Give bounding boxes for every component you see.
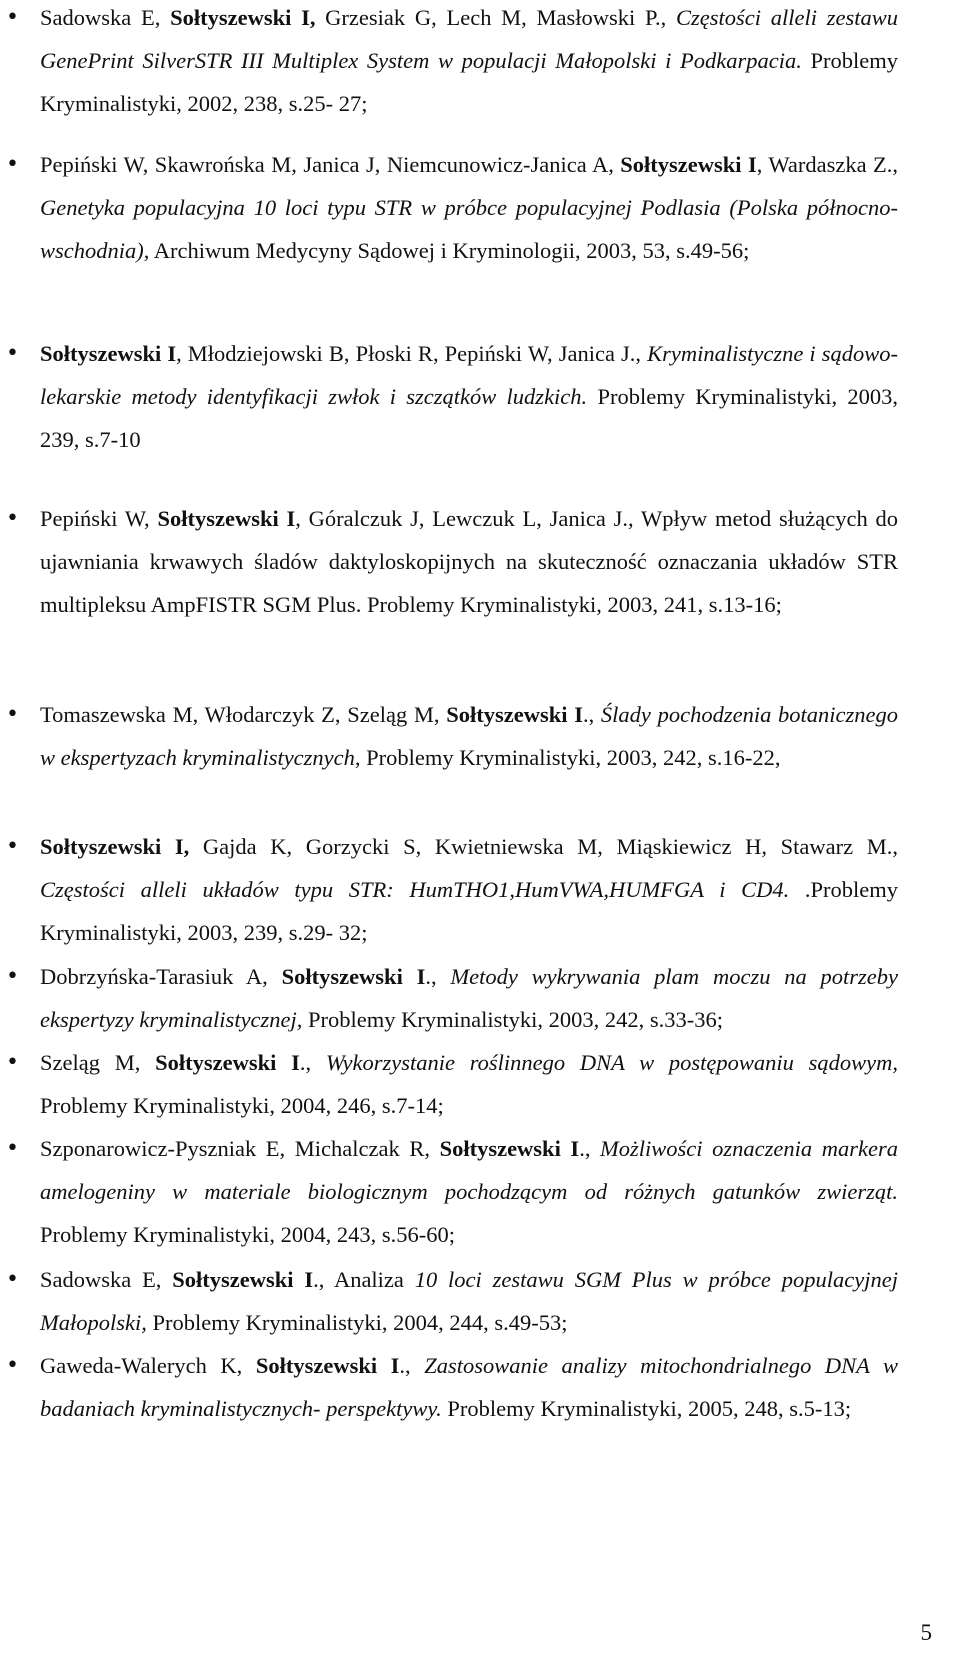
author-highlight: Sołtyszewski I bbox=[40, 341, 177, 366]
reference-text: Dobrzyńska-Tarasiuk A, bbox=[40, 964, 282, 989]
reference-item bbox=[40, 497, 898, 626]
reference-text: Sadowska E, bbox=[40, 5, 171, 30]
reference-text: ., Analiza bbox=[313, 1267, 415, 1292]
reference-title: 10 loci zestawu SGM Plus w próbce populacyjnej Małopolski, bbox=[40, 1267, 898, 1335]
reference-text: , Młodziejowski B, Płoski R, Pepiński W, Janica J., bbox=[176, 341, 648, 366]
page-number: 5 bbox=[920, 1620, 932, 1645]
reference-text: Problemy Kryminalistyki, 2003, 242, s.16-22, bbox=[360, 745, 781, 770]
reference-text: Gaweda-Walerych K, bbox=[40, 1353, 256, 1378]
reference-title: Kryminalistyczne i sądowo-lekarskie metody identyfikacji zwłok i szczątków ludzkich. bbox=[40, 341, 898, 409]
reference-item bbox=[40, 825, 898, 954]
reference-text: , Wardaszka Z., bbox=[756, 152, 898, 177]
author-highlight: Sołtyszewski I bbox=[172, 1267, 314, 1292]
reference-text: ., bbox=[582, 702, 601, 727]
reference-text: Problemy Kryminalistyki, 2002, 238, s.25- 27; bbox=[40, 48, 898, 116]
reference-text: Grzesiak G, Lech M, Masłowski P., bbox=[315, 5, 677, 30]
reference-item bbox=[40, 0, 898, 125]
reference-text: Szponarowicz-Pyszniak E, Michalczak R, bbox=[40, 1136, 440, 1161]
author-highlight: Sołtyszewski I bbox=[157, 506, 296, 531]
reference-title: Możliwości oznaczenia markera amelogeniny w materiale biologicznym pochodzącym od różnych gatunków zwierząt. bbox=[40, 1136, 898, 1204]
reference-text: Tomaszewska M, Włodarczyk Z, Szeląg M, bbox=[40, 702, 447, 727]
reference-title: Metody wykrywania plam moczu na potrzeby ekspertyzy kryminalistycznej, bbox=[40, 964, 898, 1032]
reference-title: Ślady pochodzenia botanicznego w ekspertyzach kryminalistycznych, bbox=[40, 702, 899, 770]
reference-text: Archiwum Medycyny Sądowej i Kryminologii, 2003, 53, s.49-56; bbox=[149, 238, 750, 263]
reference-text: ., bbox=[579, 1136, 601, 1161]
reference-item bbox=[40, 1041, 898, 1127]
reference-item bbox=[40, 143, 898, 272]
author-highlight: Sołtyszewski I bbox=[255, 1353, 400, 1378]
reference-item bbox=[40, 1258, 898, 1344]
reference-item bbox=[40, 955, 898, 1041]
reference-text: Pepiński W, bbox=[40, 506, 158, 531]
reference-item bbox=[40, 332, 898, 461]
reference-title: Zastosowanie analizy mitochondrialnego DNA w badaniach kryminalistycznych- perspektywy. bbox=[40, 1353, 899, 1421]
reference-title: Częstości alleli zestawu GenePrint SilverSTR III Multiplex System w populacji Małopolski i Podkarpacia. bbox=[40, 5, 898, 73]
reference-title: Wykorzystanie roślinnego DNA w postępowaniu sądowym, bbox=[325, 1050, 899, 1075]
reference-text: ., bbox=[399, 1353, 425, 1378]
reference-text: Problemy Kryminalistyki, 2005, 248, s.5-13; bbox=[441, 1396, 852, 1421]
reference-text: Sadowska E, bbox=[40, 1267, 173, 1292]
reference-text: Problemy Kryminalistyki, 2004, 244, s.49-53; bbox=[146, 1310, 568, 1335]
reference-text: Pepiński W, Skawrońska M, Janica J, Niemcunowicz-Janica A, bbox=[40, 152, 621, 177]
author-highlight: Sołtyszewski I bbox=[155, 1050, 300, 1075]
reference-text: .Problemy Kryminalistyki, 2003, 239, s.29- 32; bbox=[40, 877, 898, 945]
reference-text: , Góralczuk J, Lewczuk L, Janica J., Wpływ metod służących do ujawniania krwawych śladów daktyloskopijnych na skuteczność oznaczania układów STR multipleksu AmpFISTR SGM Plus. Problemy Kryminalistyki, 2003, 241, s.13-16; bbox=[40, 506, 899, 617]
author-highlight: Sołtyszewski I bbox=[281, 964, 426, 989]
reference-text: Gajda K, Gorzycki S, Kwietniewska M, Miąskiewicz H, Stawarz M., bbox=[189, 834, 898, 859]
author-highlight: Sołtyszewski I bbox=[446, 702, 583, 727]
reference-item bbox=[40, 693, 898, 779]
reference-item bbox=[40, 1344, 898, 1430]
reference-text: Problemy Kryminalistyki, 2004, 243, s.56-60; bbox=[40, 1222, 455, 1247]
reference-item bbox=[40, 1127, 898, 1256]
author-highlight: Sołtyszewski I bbox=[620, 152, 757, 177]
reference-text: Problemy Kryminalistyki, 2004, 246, s.7-14; bbox=[40, 1093, 444, 1118]
author-highlight: Sołtyszewski I, bbox=[40, 834, 190, 859]
reference-title: Genetyka populacyjna 10 loci typu STR w próbce populacyjnej Podlasia (Polska północno-wschodnia), bbox=[40, 195, 898, 263]
reference-text: Szeląg M, bbox=[40, 1050, 156, 1075]
reference-text: ., bbox=[299, 1050, 326, 1075]
reference-text: Problemy Kryminalistyki, 2003, 242, s.33-36; bbox=[302, 1007, 724, 1032]
author-highlight: Sołtyszewski I bbox=[439, 1136, 580, 1161]
author-highlight: Sołtyszewski I, bbox=[170, 5, 316, 30]
reference-text: ., bbox=[425, 964, 451, 989]
reference-text: Problemy Kryminalistyki, 2003, 239, s.7-10 bbox=[40, 384, 898, 452]
reference-title: Częstości alleli układów typu STR: HumTHO1,HumVWA,HUMFGA i CD4. bbox=[40, 877, 790, 902]
